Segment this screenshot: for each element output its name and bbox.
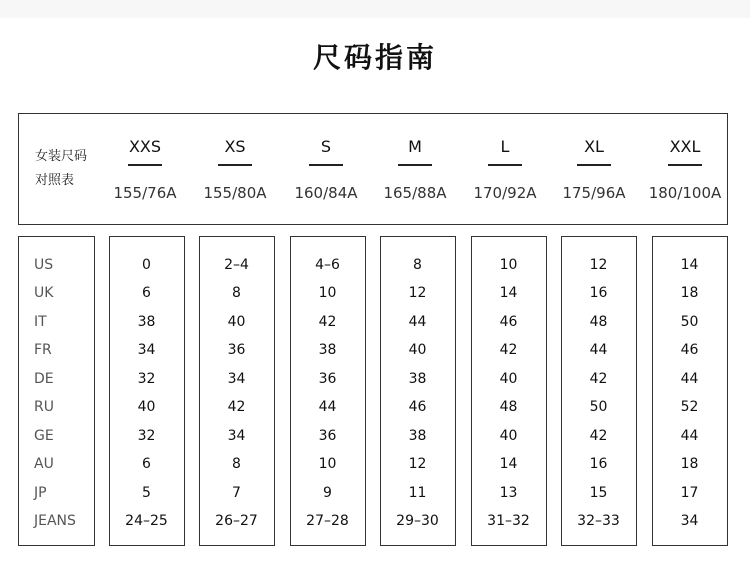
size-underline [128, 164, 162, 166]
size-column-xxl [645, 114, 725, 224]
region-label-us: US [34, 257, 54, 273]
size-value: 40 [408, 342, 427, 358]
size-value: 36 [318, 428, 337, 444]
size-value: 8 [413, 257, 422, 273]
size-value: 8 [232, 285, 241, 301]
size-value: 31–32 [487, 513, 530, 529]
size-value: 42 [589, 371, 608, 387]
size-value: 34 [137, 342, 156, 358]
size-value: 27–28 [306, 513, 349, 529]
size-value: 44 [589, 342, 608, 358]
size-value: 12 [408, 456, 427, 472]
size-value: 29–30 [396, 513, 439, 529]
chart-label [35, 145, 105, 193]
size-value: 6 [142, 456, 151, 472]
size-values-s [290, 236, 366, 546]
size-values-xxl [652, 236, 728, 546]
size-value: 0 [142, 257, 151, 273]
size-header-box [18, 113, 728, 225]
region-label-au: AU [34, 456, 54, 472]
size-value: 46 [499, 314, 518, 330]
size-body-measure: 160/84A [294, 184, 358, 202]
size-value: 40 [137, 399, 156, 415]
chart-label-line2: 对照表 [35, 173, 75, 188]
size-name: XS [224, 137, 246, 156]
size-value: 44 [408, 314, 427, 330]
size-value: 18 [680, 285, 699, 301]
size-body-measure: 155/76A [113, 184, 177, 202]
size-value: 32 [137, 371, 156, 387]
size-value: 40 [499, 428, 518, 444]
size-value: 38 [408, 428, 427, 444]
size-value: 34 [680, 513, 699, 529]
size-body-measure: 165/88A [383, 184, 447, 202]
size-value: 38 [408, 371, 427, 387]
size-value: 38 [318, 342, 337, 358]
size-value: 44 [680, 371, 699, 387]
size-value: 10 [318, 456, 337, 472]
size-value: 14 [499, 456, 518, 472]
size-value: 6 [142, 285, 151, 301]
size-column-m [375, 114, 455, 224]
page-title: 尺码指南 [312, 41, 437, 74]
size-value: 46 [680, 342, 699, 358]
size-value: 16 [589, 285, 608, 301]
region-label-de: DE [34, 371, 54, 387]
size-values-xxs [109, 236, 185, 546]
size-value: 32 [137, 428, 156, 444]
size-body-measure: 175/96A [562, 184, 626, 202]
size-underline [668, 164, 702, 166]
size-value: 48 [589, 314, 608, 330]
size-name: M [408, 137, 422, 156]
size-underline [577, 164, 611, 166]
size-value: 42 [318, 314, 337, 330]
size-value: 10 [499, 257, 518, 273]
size-value: 32–33 [577, 513, 620, 529]
size-column-xl [554, 114, 634, 224]
size-value: 14 [499, 285, 518, 301]
size-value: 42 [227, 399, 246, 415]
size-name: XL [584, 137, 604, 156]
size-value: 44 [680, 428, 699, 444]
region-label-jp: JP [34, 485, 47, 501]
size-value: 17 [680, 485, 699, 501]
region-label-uk: UK [34, 285, 54, 301]
size-values-xl [561, 236, 637, 546]
size-value: 52 [680, 399, 699, 415]
region-label-it: IT [34, 314, 47, 330]
size-values-m [380, 236, 456, 546]
size-column-xs [195, 114, 275, 224]
size-value: 5 [142, 485, 151, 501]
size-value: 42 [589, 428, 608, 444]
size-column-xxs [105, 114, 185, 224]
size-value: 40 [227, 314, 246, 330]
size-value: 48 [499, 399, 518, 415]
size-body-measure: 170/92A [473, 184, 537, 202]
size-value: 42 [499, 342, 518, 358]
size-value: 44 [318, 399, 337, 415]
size-value: 13 [499, 485, 518, 501]
size-value: 34 [227, 371, 246, 387]
size-column-s [286, 114, 366, 224]
size-value: 36 [318, 371, 337, 387]
size-values-l [471, 236, 547, 546]
size-body-measure: 180/100A [648, 184, 722, 202]
size-value: 14 [680, 257, 699, 273]
size-name: XXL [669, 137, 701, 156]
size-value: 10 [318, 285, 337, 301]
size-value: 18 [680, 456, 699, 472]
size-value: 36 [227, 342, 246, 358]
size-value: 16 [589, 456, 608, 472]
size-column-l [465, 114, 545, 224]
size-underline [309, 164, 343, 166]
size-value: 11 [408, 485, 427, 501]
size-value: 24–25 [125, 513, 168, 529]
size-underline [398, 164, 432, 166]
size-value: 9 [323, 485, 332, 501]
size-name: XXS [128, 137, 162, 156]
size-value: 38 [137, 314, 156, 330]
region-label-ge: GE [34, 428, 54, 444]
size-values-xs [199, 236, 275, 546]
size-value: 15 [589, 485, 608, 501]
size-value: 34 [227, 428, 246, 444]
chart-label-line1: 女装尺码 [35, 149, 88, 164]
size-value: 12 [589, 257, 608, 273]
size-underline [218, 164, 252, 166]
size-value: 7 [232, 485, 241, 501]
size-value: 26–27 [215, 513, 258, 529]
size-value: 40 [499, 371, 518, 387]
region-label-fr: FR [34, 342, 52, 358]
region-label-jeans: JEANS [34, 513, 76, 529]
size-value: 46 [408, 399, 427, 415]
size-value: 8 [232, 456, 241, 472]
size-value: 50 [680, 314, 699, 330]
region-label-ru: RU [34, 399, 54, 415]
size-body-measure: 155/80A [203, 184, 267, 202]
size-name: S [320, 137, 332, 156]
top-band [0, 0, 750, 18]
size-value: 12 [408, 285, 427, 301]
size-value: 2–4 [224, 257, 249, 273]
size-underline [488, 164, 522, 166]
region-label-box [18, 236, 95, 546]
size-value: 50 [589, 399, 608, 415]
size-value: 4–6 [315, 257, 340, 273]
size-name: L [500, 137, 510, 156]
